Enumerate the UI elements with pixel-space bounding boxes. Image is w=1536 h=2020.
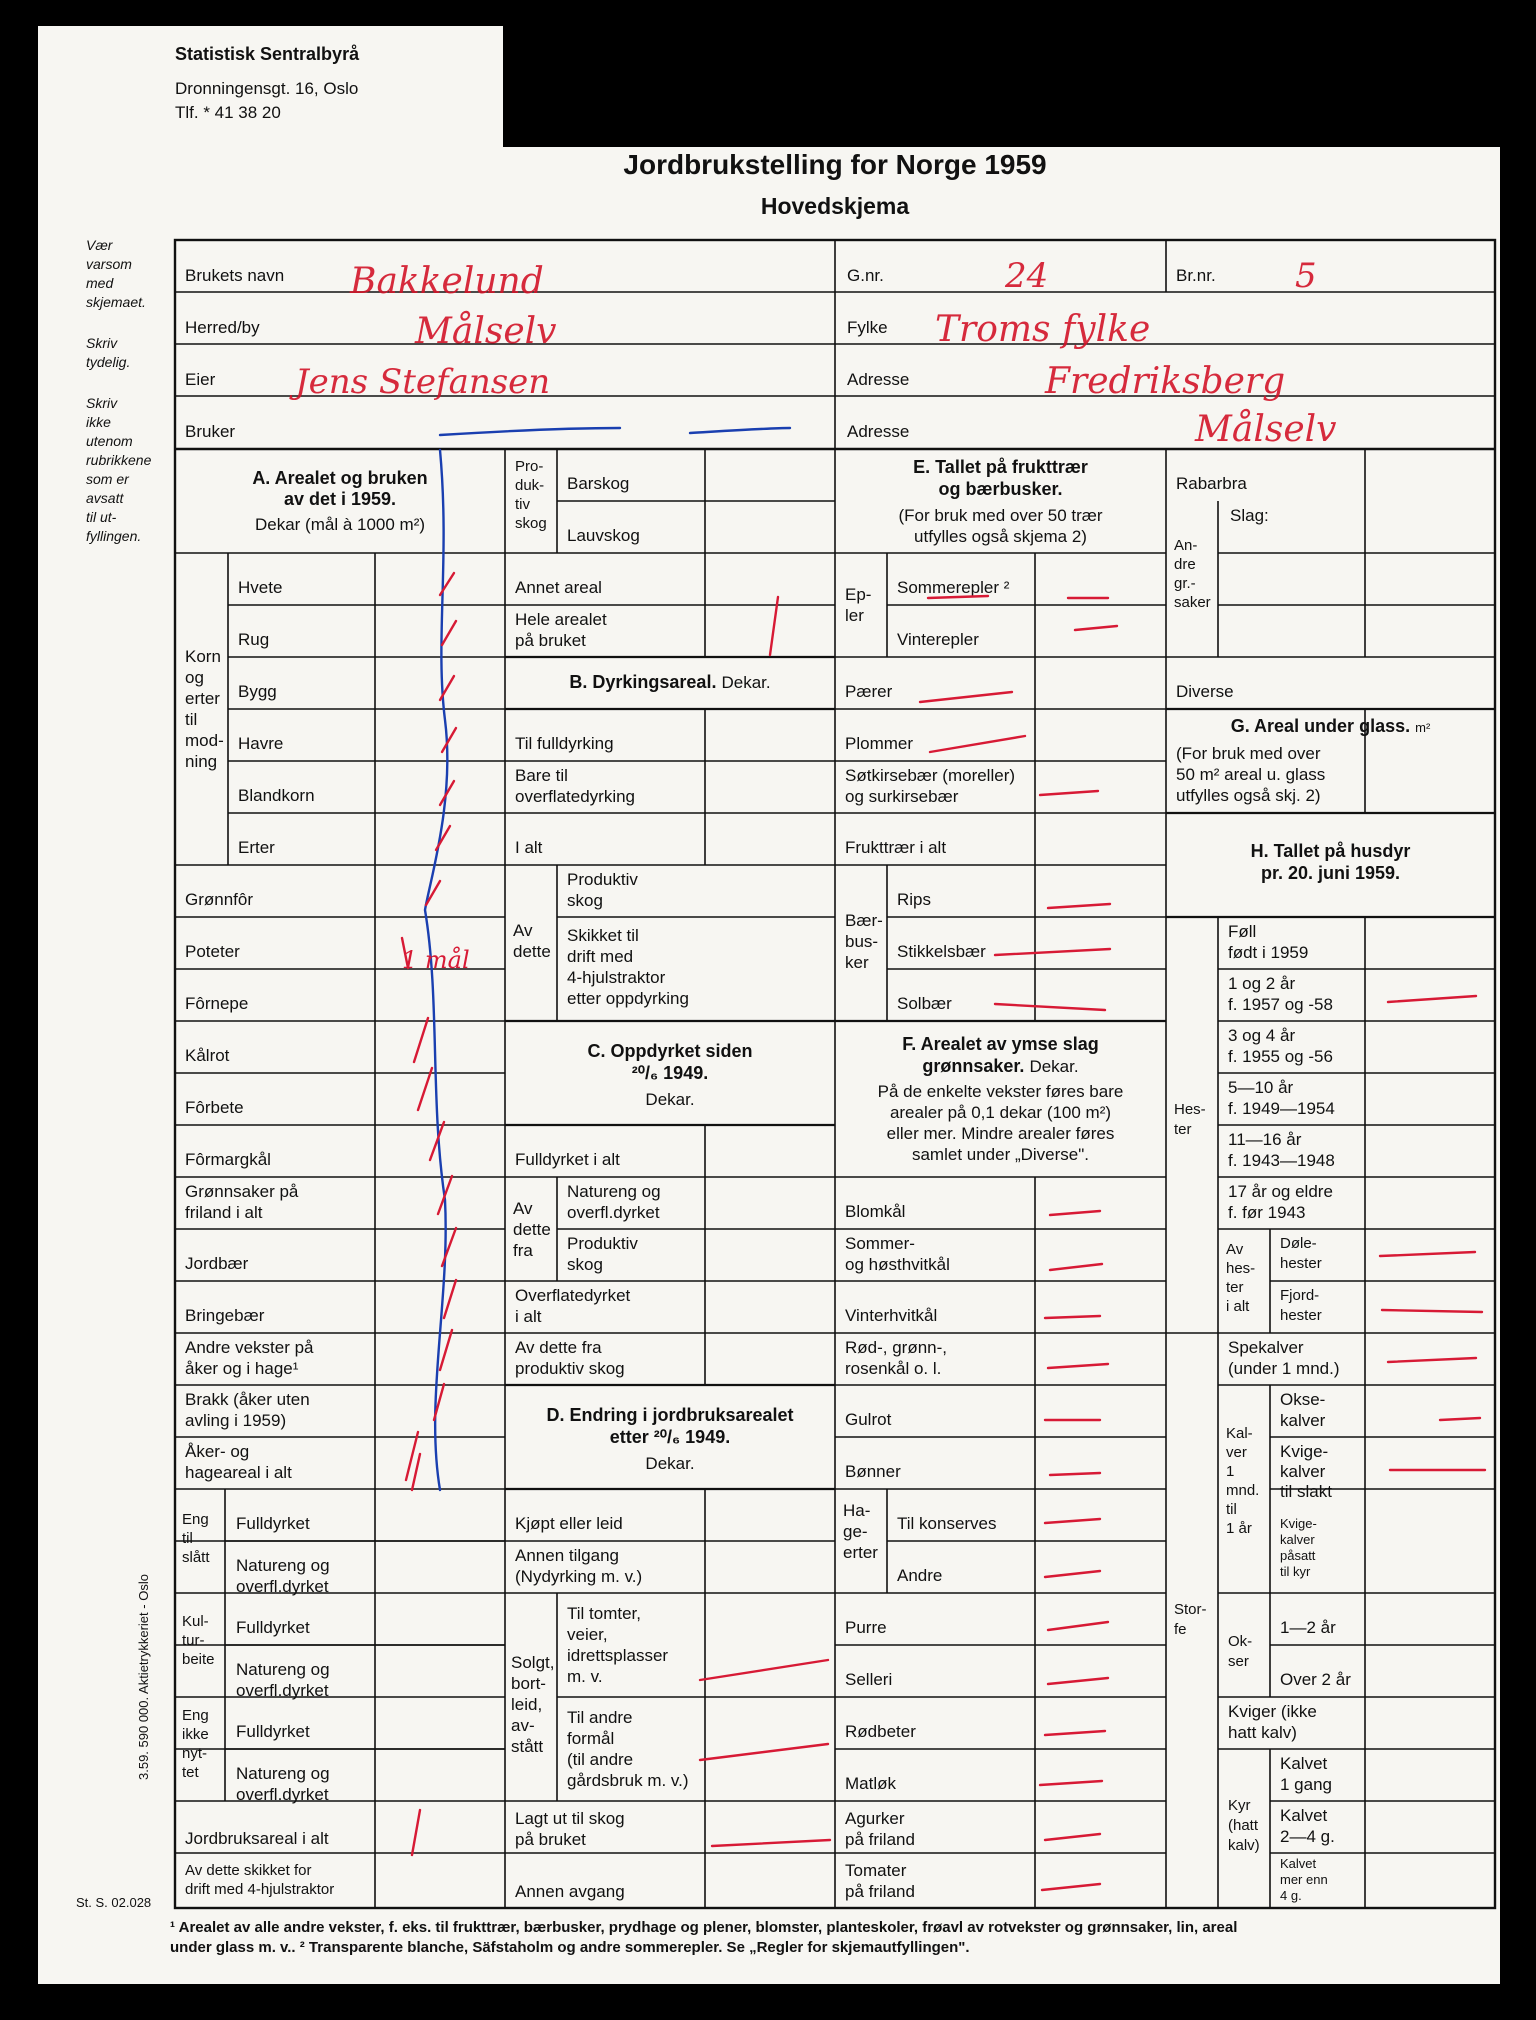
hageerter-1: Ha- xyxy=(843,1501,871,1520)
row-brakk-2: avling i 1959) xyxy=(185,1411,287,1430)
section-c-unit: Dekar. xyxy=(645,1090,695,1109)
okser-2: ser xyxy=(1228,1653,1249,1670)
side-note-2: varsom xyxy=(86,256,132,272)
municipality-value[interactable]: Målselv xyxy=(415,311,557,352)
korn-group-line-4: til xyxy=(185,710,198,729)
eng-ikke-nyttet-4: tet xyxy=(182,1764,199,1781)
footnote-2: under glass m. v.. ² Transparente blanche, Säfstaholm og andre sommerepler. Se „Regler for skjemautfyllingen". xyxy=(170,1939,970,1956)
row-andre-vekster-2: åker og i hage¹ xyxy=(185,1359,299,1378)
natureng-2a: Natureng og xyxy=(236,1660,330,1679)
row-kalvet-2-1: Kalvet xyxy=(1280,1806,1328,1825)
row-blandkorn: Blandkorn xyxy=(238,786,315,805)
row-tomter-1: Til tomter, xyxy=(567,1604,641,1623)
side-note-5: Skriv xyxy=(86,335,118,351)
agency-name: Statistisk Sentralbyrå xyxy=(175,44,360,64)
footnote-1: ¹ Arealet av alle andre vekster, f. eks. til frukttrær, bærbusker, prydhage og plener, blomster, planteskoler, frøavl av rotvekster og grønnsaker, lin, areal xyxy=(170,1919,1238,1936)
row-5-10-ar-1: 5—10 år xyxy=(1228,1078,1294,1097)
row-andre-vekster-1: Andre vekster på xyxy=(185,1338,314,1357)
row-fjordhester-1: Fjord- xyxy=(1280,1287,1320,1304)
kalver-5: til xyxy=(1226,1501,1237,1518)
row-tomater-1: Tomater xyxy=(845,1861,907,1880)
eng-til-slatt-1: Eng xyxy=(182,1511,209,1528)
andre-grsaker-4: saker xyxy=(1174,594,1211,611)
row-solbaer: Solbær xyxy=(897,994,952,1013)
row-11-16-ar-2: f. 1943—1948 xyxy=(1228,1151,1335,1170)
side-note-3: med xyxy=(86,275,114,291)
row-17-ar-2: f. før 1943 xyxy=(1228,1203,1306,1222)
fulldyrket-3: Fulldyrket xyxy=(236,1722,310,1741)
row-hvete: Hvete xyxy=(238,578,283,597)
row-havre: Havre xyxy=(238,734,284,753)
av-dette-fra-2: dette xyxy=(513,1220,551,1239)
section-c-title-1: C. Oppdyrket siden xyxy=(587,1041,753,1061)
label-owner: Eier xyxy=(185,370,216,389)
eng-til-slatt-2: til xyxy=(182,1530,193,1547)
epler-1: Ep- xyxy=(845,585,872,604)
row-kviger-1: Kviger (ikke xyxy=(1228,1702,1317,1721)
hageerter-3: erter xyxy=(843,1543,878,1562)
label-address-2: Adresse xyxy=(847,422,910,441)
owner-value[interactable]: Jens Stefansen xyxy=(295,362,551,402)
side-note-8: ikke xyxy=(86,414,111,430)
hageerter-2: ge- xyxy=(843,1522,868,1541)
row-barskog: Barskog xyxy=(567,474,630,493)
row-skikket-2: drift med 4-hjulstraktor xyxy=(185,1881,335,1898)
row-vinterhvitkal: Vinterhvitkål xyxy=(845,1306,938,1325)
section-e-note-2: utfylles også skjema 2) xyxy=(914,527,1087,546)
row-overflate-1: Overflatedyrket xyxy=(515,1286,631,1305)
baerbusker-1: Bær- xyxy=(845,911,883,930)
natureng-3a: Natureng og xyxy=(236,1764,330,1783)
row-skikket-b-3: 4-hjulstraktor xyxy=(567,968,666,987)
label-user: Bruker xyxy=(185,422,236,441)
row-rod-kal-2: rosenkål o. l. xyxy=(845,1359,942,1378)
row-fjordhester-2: hester xyxy=(1280,1307,1322,1324)
row-11-16-ar-1: 11—16 år xyxy=(1228,1130,1302,1149)
kyr-3: kalv) xyxy=(1228,1837,1260,1854)
av-hester-3: ter xyxy=(1226,1279,1244,1296)
form-code: St. S. 02.028 xyxy=(76,1895,152,1910)
epler-2: ler xyxy=(845,606,864,625)
row-bonner: Bønner xyxy=(845,1462,901,1481)
section-g-note-3: utfylles også skj. 2) xyxy=(1176,786,1321,805)
row-over-2-ar: Over 2 år xyxy=(1280,1670,1351,1689)
row-dolehester-1: Døle- xyxy=(1280,1235,1317,1252)
row-fulldyrket-i-alt: Fulldyrket i alt xyxy=(515,1150,620,1169)
korn-group-line-1: Korn xyxy=(185,647,221,666)
kalver-2: ver xyxy=(1226,1444,1247,1461)
row-foll-1: Føll xyxy=(1228,922,1257,941)
hester-2: ter xyxy=(1174,1121,1192,1138)
side-note-4: skjemaet. xyxy=(86,294,146,310)
row-5-10-ar-2: f. 1949—1954 xyxy=(1228,1099,1335,1118)
row-tomater-2: på friland xyxy=(845,1882,915,1901)
side-note-13: til ut- xyxy=(86,509,117,525)
row-kalvet-3-3: 4 g. xyxy=(1280,1888,1302,1903)
brnr-value[interactable]: 5 xyxy=(1295,256,1317,296)
row-sommer-kal-2: og høsthvitkål xyxy=(845,1255,950,1274)
okser-1: Ok- xyxy=(1228,1633,1253,1650)
row-andre-formal-4: gårdsbruk m. v.) xyxy=(567,1771,689,1790)
row-produktiv-c-1: Produktiv xyxy=(567,1234,638,1253)
row-produktiv-skog-1: Produktiv xyxy=(567,870,638,889)
section-c-title-2: ²⁰/₆ 1949. xyxy=(631,1063,709,1083)
row-plommer: Plommer xyxy=(845,734,914,753)
row-spekalver-1: Spekalver xyxy=(1228,1338,1304,1357)
address-value-2[interactable]: Målselv xyxy=(1195,409,1337,450)
row-sommer-kal-1: Sommer- xyxy=(845,1234,915,1253)
section-g-note-2: 50 m² areal u. glass xyxy=(1176,765,1326,784)
av-dette-b-1: Av xyxy=(513,921,533,940)
row-annen-avgang: Annen avgang xyxy=(515,1882,625,1901)
row-jordbruksareal: Jordbruksareal i alt xyxy=(185,1829,329,1848)
produktiv-skog-1: Pro- xyxy=(515,458,544,475)
storfe-1: Stor- xyxy=(1174,1601,1207,1618)
row-kalvet-1-2: 1 gang xyxy=(1280,1775,1332,1794)
av-hester-2: hes- xyxy=(1226,1260,1256,1277)
row-gronnsaker-1: Grønnsaker på xyxy=(185,1182,299,1201)
label-address-1: Adresse xyxy=(847,370,910,389)
row-kvigekalver-slakt-1: Kvige- xyxy=(1280,1442,1329,1461)
row-frukttraer: Frukttrær i alt xyxy=(845,838,947,857)
row-selleri: Selleri xyxy=(845,1670,893,1689)
row-natureng-c-1: Natureng og xyxy=(567,1182,661,1201)
row-jordbaer: Jordbær xyxy=(185,1254,249,1273)
row-rodbeter: Rødbeter xyxy=(845,1722,916,1741)
natureng-2b: overfl.dyrket xyxy=(236,1681,329,1700)
poteter-value: 1 mål xyxy=(402,946,470,974)
row-3-4-ar-1: 3 og 4 år xyxy=(1228,1026,1296,1045)
eng-ikke-nyttet-2: ikke xyxy=(182,1726,209,1743)
kalver-4: mnd. xyxy=(1226,1482,1260,1499)
kyr-1: Kyr xyxy=(1228,1797,1251,1814)
row-formargkal: Fôrmargkål xyxy=(185,1150,271,1169)
section-f-title-1: F. Arealet av ymse slag xyxy=(902,1034,1099,1054)
row-kvigekalver-kyr-3: påsatt xyxy=(1280,1548,1316,1563)
row-bare-til-2: overflatedyrking xyxy=(515,787,636,806)
row-bringebaer: Bringebær xyxy=(185,1306,265,1325)
row-lagt-ut-2: på bruket xyxy=(515,1830,586,1849)
row-sotkirsebaer-2: og surkirsebær xyxy=(845,787,959,806)
label-gnr: G.nr. xyxy=(847,266,884,285)
row-purre: Purre xyxy=(845,1618,887,1637)
row-overflate-2: i alt xyxy=(515,1307,542,1326)
row-rips: Rips xyxy=(897,890,932,909)
row-agurker-1: Agurker xyxy=(845,1809,905,1828)
solgt-1: Solgt, xyxy=(511,1653,555,1672)
av-hester-1: Av xyxy=(1226,1241,1244,1258)
row-andre-f: Andre xyxy=(897,1566,943,1585)
row-diverse: Diverse xyxy=(1176,682,1234,701)
produktiv-skog-2: duk- xyxy=(515,477,545,494)
row-17-ar-1: 17 år og eldre xyxy=(1228,1182,1333,1201)
side-note-7: Skriv xyxy=(86,395,118,411)
hester-1: Hes- xyxy=(1174,1101,1206,1118)
kulturbeite-1: Kul- xyxy=(182,1613,209,1630)
av-dette-b-2: dette xyxy=(513,942,551,961)
row-kvigekalver-slakt-3: til slakt xyxy=(1280,1482,1332,1501)
section-b-title: B. Dyrkingsareal. Dekar. xyxy=(569,672,771,692)
row-natureng-c-2: overfl.dyrket xyxy=(567,1203,660,1222)
section-h-title-2: pr. 20. juni 1959. xyxy=(1260,863,1401,883)
row-1-2-ar-1: 1 og 2 år xyxy=(1228,974,1296,993)
row-til-fulldyrking: Til fulldyrking xyxy=(515,734,614,753)
section-e-title-2: og bærbusker. xyxy=(938,479,1063,499)
row-agurker-2: på friland xyxy=(845,1830,915,1849)
row-fornepe: Fôrnepe xyxy=(185,994,249,1013)
row-kalvet-3-2: mer enn xyxy=(1280,1872,1328,1887)
row-rod-kal-1: Rød-, grønn-, xyxy=(845,1338,948,1357)
row-tomter-4: m. v. xyxy=(567,1667,603,1686)
section-f-note-4: samlet under „Diverse". xyxy=(911,1145,1090,1164)
section-e-title-1: E. Tallet på frukttrær xyxy=(913,457,1088,477)
row-kvigekalver-kyr-2: kalver xyxy=(1280,1532,1315,1547)
natureng-1a: Natureng og xyxy=(236,1556,330,1575)
row-i-alt-b: I alt xyxy=(515,838,543,857)
section-d-unit: Dekar. xyxy=(645,1454,695,1473)
section-h-title-1: H. Tallet på husdyr xyxy=(1250,841,1411,861)
row-stikkelsbaer: Stikkelsbær xyxy=(897,942,986,961)
row-1-2-ar-okser: 1—2 år xyxy=(1280,1618,1336,1637)
side-note-6: tydelig. xyxy=(86,354,131,370)
side-note-9: utenom xyxy=(86,433,133,449)
solgt-2: bort- xyxy=(511,1674,546,1693)
section-g-title: G. Areal under glass. m² xyxy=(1230,716,1431,736)
label-slag: Slag: xyxy=(1230,506,1269,525)
agency-phone: Tlf. * 41 38 20 xyxy=(175,103,281,122)
row-bygg: Bygg xyxy=(238,682,277,701)
natureng-1b: overfl.dyrket xyxy=(236,1577,329,1596)
korn-group-line-2: og xyxy=(185,668,204,687)
row-lagt-ut-1: Lagt ut til skog xyxy=(515,1809,625,1828)
row-annen-tilgang-1: Annen tilgang xyxy=(515,1546,619,1565)
natureng-3b: overfl.dyrket xyxy=(236,1785,329,1804)
row-blomkal: Blomkål xyxy=(845,1202,906,1221)
korn-group-line-5: mod- xyxy=(185,731,224,750)
row-kalrot: Kålrot xyxy=(185,1046,230,1065)
korn-group-line-3: erter xyxy=(185,689,220,708)
section-d-title-2: etter ²⁰/₆ 1949. xyxy=(609,1427,731,1447)
row-skikket-b-2: drift med xyxy=(567,947,634,966)
storfe-2: fe xyxy=(1174,1621,1187,1638)
row-kvigekalver-kyr-1: Kvige- xyxy=(1280,1516,1317,1531)
row-rabarbra: Rabarbra xyxy=(1176,474,1247,493)
av-dette-fra-1: Av xyxy=(513,1199,533,1218)
kulturbeite-2: tur- xyxy=(182,1632,205,1649)
agency-address: Dronningensgt. 16, Oslo xyxy=(175,79,359,98)
row-spekalver-2: (under 1 mnd.) xyxy=(1228,1359,1340,1378)
side-note-12: avsatt xyxy=(86,490,124,506)
row-skikket-b-4: etter oppdyrking xyxy=(567,989,689,1008)
row-erter: Erter xyxy=(238,838,275,857)
row-paerer: Pærer xyxy=(845,682,893,701)
row-dolehester-2: hester xyxy=(1280,1255,1322,1272)
section-d-title-1: D. Endring i jordbruksarealet xyxy=(546,1405,794,1425)
section-f-note-2: arealer på 0,1 dekar (100 m²) xyxy=(889,1103,1112,1122)
side-note-14: fyllingen. xyxy=(86,528,142,544)
side-note-1: Vær xyxy=(86,237,113,253)
row-av-dette-prod-2: produktiv skog xyxy=(515,1359,625,1378)
row-brakk-1: Brakk (åker uten xyxy=(185,1390,310,1409)
andre-grsaker-3: gr.- xyxy=(1174,575,1196,592)
row-kvigekalver-slakt-2: kalver xyxy=(1280,1462,1326,1481)
row-aker-2: hageareal i alt xyxy=(185,1463,292,1482)
row-produktiv-c-2: skog xyxy=(567,1255,603,1274)
row-gronnfor: Grønnfôr xyxy=(185,890,254,909)
andre-grsaker-1: An- xyxy=(1174,537,1198,554)
row-kalvet-1-1: Kalvet xyxy=(1280,1754,1328,1773)
row-matlok: Matløk xyxy=(845,1774,896,1793)
av-hester-4: i alt xyxy=(1226,1298,1250,1315)
row-kalvet-3-1: Kalvet xyxy=(1280,1856,1317,1871)
form-subtitle: Hovedskjema xyxy=(760,193,910,219)
side-note-10: rubrikkene xyxy=(86,452,152,468)
produktiv-skog-4: skog xyxy=(515,515,547,532)
section-f-note-1: På de enkelte vekster føres bare xyxy=(877,1082,1124,1101)
kalver-6: 1 år xyxy=(1226,1520,1252,1537)
section-g-note-1: (For bruk med over xyxy=(1176,744,1321,763)
solgt-4: av- xyxy=(511,1716,535,1735)
solgt-5: stått xyxy=(511,1737,544,1756)
row-andre-formal-1: Til andre xyxy=(567,1708,633,1727)
fulldyrket-1: Fulldyrket xyxy=(236,1514,310,1533)
row-3-4-ar-2: f. 1955 og -56 xyxy=(1228,1047,1333,1066)
farm-name-value[interactable]: Bakkelund xyxy=(350,261,544,302)
row-kjopt: Kjøpt eller leid xyxy=(515,1514,623,1533)
eng-ikke-nyttet-1: Eng xyxy=(182,1707,209,1724)
row-skikket-b-1: Skikket til xyxy=(567,926,639,945)
gnr-value[interactable]: 24 xyxy=(1005,256,1049,296)
row-sotkirsebaer-1: Søtkirsebær (moreller) xyxy=(845,766,1016,785)
section-f-title-2: grønnsaker. Dekar. xyxy=(922,1056,1079,1076)
row-andre-formal-3: (til andre xyxy=(567,1750,634,1769)
row-produktiv-skog-2: skog xyxy=(567,891,603,910)
av-dette-fra-3: fra xyxy=(513,1241,533,1260)
row-sommerepler: Sommerepler ² xyxy=(897,578,1010,597)
section-a-unit: Dekar (mål à 1000 m²) xyxy=(254,515,426,534)
produktiv-skog-3: tiv xyxy=(515,496,530,513)
section-e-note-1: (For bruk med over 50 trær xyxy=(898,506,1103,525)
row-annet-areal: Annet areal xyxy=(515,578,602,597)
row-aker-1: Åker- og xyxy=(185,1442,250,1461)
row-oksekalver-2: kalver xyxy=(1280,1411,1326,1430)
row-hele-areal-2: på bruket xyxy=(515,631,586,650)
eng-til-slatt-3: slått xyxy=(182,1549,210,1566)
row-av-dette-prod-1: Av dette fra xyxy=(515,1338,602,1357)
label-farm-name: Brukets navn xyxy=(185,266,285,285)
baerbusker-3: ker xyxy=(845,953,869,972)
row-lauvskog: Lauvskog xyxy=(567,526,640,545)
row-tomter-2: veier, xyxy=(567,1625,608,1644)
form-title: Jordbrukstelling for Norge 1959 xyxy=(623,149,1047,180)
row-kalvet-2-2: 2—4 g. xyxy=(1280,1827,1335,1846)
kalver-3: 1 xyxy=(1226,1463,1235,1480)
section-a-title-1: A. Arealet og bruken xyxy=(252,468,428,488)
label-county: Fylke xyxy=(847,318,888,337)
county-value[interactable]: Troms fylke xyxy=(935,309,1151,350)
baerbusker-2: bus- xyxy=(845,932,879,951)
row-gulrot: Gulrot xyxy=(845,1410,892,1429)
label-brnr: Br.nr. xyxy=(1176,266,1216,285)
kulturbeite-3: beite xyxy=(182,1651,215,1668)
kyr-2: (hatt xyxy=(1228,1817,1259,1834)
row-hele-areal-1: Hele arealet xyxy=(515,610,607,629)
row-gronnsaker-2: friland i alt xyxy=(185,1203,263,1222)
row-andre-formal-2: formål xyxy=(567,1729,615,1748)
section-a-title-2: av det i 1959. xyxy=(283,489,397,509)
andre-grsaker-2: dre xyxy=(1174,556,1196,573)
row-oksekalver-1: Okse- xyxy=(1280,1390,1326,1409)
fulldyrket-2: Fulldyrket xyxy=(236,1618,310,1637)
row-kvigekalver-kyr-4: til kyr xyxy=(1280,1564,1311,1579)
kalver-1: Kal- xyxy=(1226,1425,1253,1442)
solgt-3: leid, xyxy=(511,1695,543,1714)
row-poteter: Poteter xyxy=(185,942,240,961)
label-municipality: Herred/by xyxy=(185,318,260,337)
row-kviger-2: hatt kalv) xyxy=(1228,1723,1297,1742)
row-forbete: Fôrbete xyxy=(185,1098,244,1117)
row-rug: Rug xyxy=(238,630,270,649)
korn-group-line-6: ning xyxy=(185,752,218,771)
row-annen-tilgang-2: (Nydyrking m. v.) xyxy=(515,1567,643,1586)
print-info: 3.59. 590 000. Aktietrykkeriet - Oslo xyxy=(136,1574,151,1780)
row-skikket-1: Av dette skikket for xyxy=(185,1862,312,1879)
side-note-11: som er xyxy=(86,471,129,487)
row-1-2-ar-2: f. 1957 og -58 xyxy=(1228,995,1333,1014)
eng-ikke-nyttet-3: nyt- xyxy=(182,1745,208,1762)
address-value-1[interactable]: Fredriksberg xyxy=(1045,361,1286,402)
row-bare-til-1: Bare til xyxy=(515,766,568,785)
row-vinterepler: Vinterepler xyxy=(897,630,979,649)
row-til-konserves: Til konserves xyxy=(897,1514,997,1533)
row-foll-2: født i 1959 xyxy=(1228,943,1309,962)
row-tomter-3: idrettsplasser xyxy=(567,1646,669,1665)
section-f-note-3: eller mer. Mindre arealer føres xyxy=(886,1124,1115,1143)
